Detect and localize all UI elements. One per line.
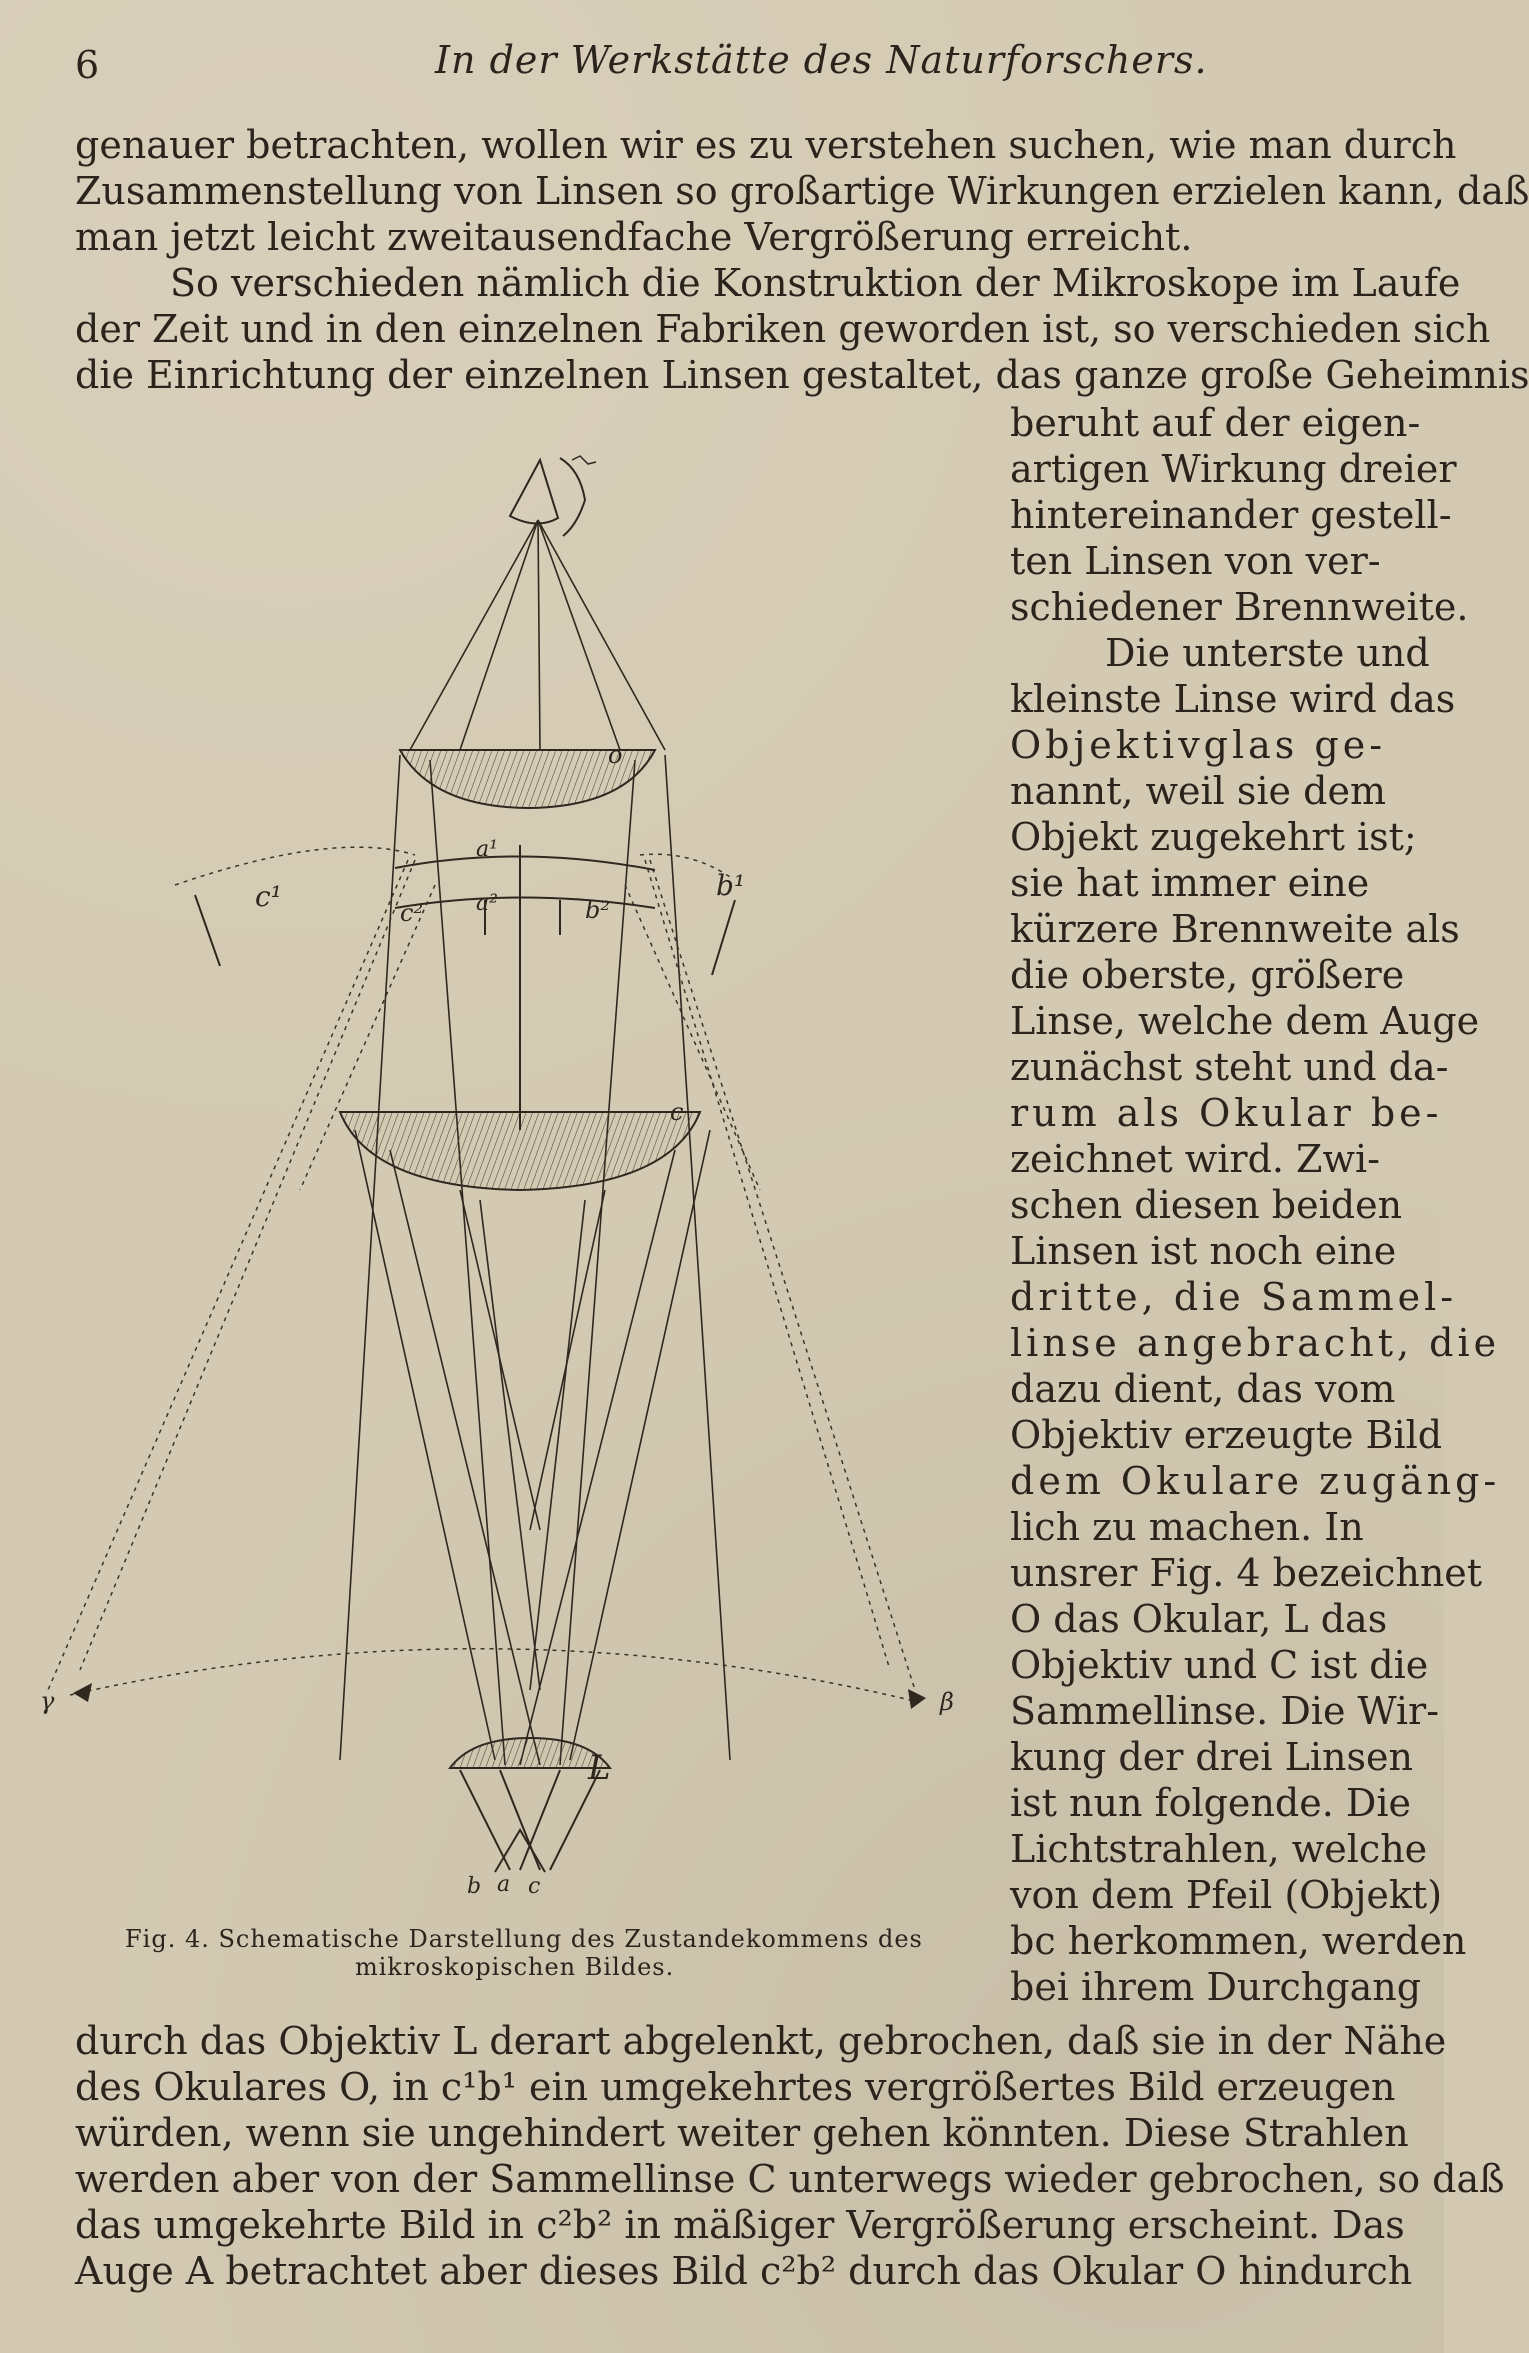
body-line: die Einrichtung der einzelnen Linsen gestaltet, das ganze große Geheimnis — [75, 353, 1529, 397]
label-b2: b² — [585, 896, 610, 924]
body-line: werden aber von der Sammellinse C unterwegs wieder gebrochen, so daß — [75, 2157, 1505, 2201]
right-line: sie hat immer eine — [1010, 861, 1370, 905]
label-L: L — [588, 1748, 611, 1788]
right-line: zeichnet wird. Zwi- — [1010, 1137, 1380, 1181]
label-c-bottom: c — [528, 1874, 541, 1899]
body-line: der Zeit und in den einzelnen Fabriken geworden ist, so verschieden sich — [75, 307, 1491, 351]
right-line: ist nun folgende. Die — [1010, 1781, 1411, 1825]
body-line: Auge A betrachtet aber dieses Bild c²b² durch das Okular O hindurch — [75, 2249, 1413, 2293]
caption-line: Fig. 4. Schematische Darstellung des Zustandekommens des — [125, 1925, 923, 1953]
label-c2: c² — [400, 899, 424, 927]
objective-lens — [450, 1738, 610, 1768]
header-title: In der Werkstätte des Naturforschers. — [435, 38, 1208, 82]
right-line: von dem Pfeil (Objekt) — [1010, 1873, 1443, 1917]
right-line: Objektiv und C ist die — [1010, 1643, 1429, 1687]
body-line: So verschieden nämlich die Konstruktion der Mikroskope im Laufe — [170, 261, 1461, 305]
right-line: Linse, welche dem Auge — [1010, 999, 1480, 1043]
label-a2: a² — [476, 891, 498, 916]
right-line: Objektivglas ge- — [1010, 723, 1387, 767]
right-line: bei ihrem Durchgang — [1010, 1965, 1422, 2009]
right-line: dem Okulare zugäng- — [1010, 1459, 1501, 1503]
label-c: c — [670, 1098, 684, 1126]
label-a-bottom: a — [497, 1872, 511, 1897]
body-line: das umgekehrte Bild in c²b² in mäßiger Vergrößerung erscheint. Das — [75, 2203, 1405, 2247]
right-line: die oberste, größere — [1010, 953, 1405, 997]
dashed-rays — [48, 847, 915, 1700]
right-line: zunächst steht und da- — [1010, 1045, 1449, 1089]
label-b1: b¹ — [716, 869, 746, 902]
figure-caption — [125, 1925, 925, 1981]
label-a1: a¹ — [476, 837, 498, 862]
eye-icon — [510, 456, 596, 536]
right-line: Objekt zugekehrt ist; — [1010, 815, 1417, 859]
label-o: o — [608, 741, 623, 769]
bottom-text-block — [75, 2018, 1505, 2294]
right-line: Objektiv erzeugte Bild — [1010, 1413, 1443, 1457]
right-line: beruht auf der eigen- — [1010, 401, 1421, 445]
top-text-block — [75, 122, 1529, 398]
right-line: kürzere Brennweite als — [1010, 907, 1460, 951]
right-line: dritte, die Sammel- — [1010, 1275, 1458, 1319]
right-line: schen diesen beiden — [1010, 1183, 1403, 1227]
right-line: hintereinander gestell- — [1010, 493, 1452, 537]
body-line: Zusammenstellung von Linsen so großartige Wirkungen erzielen kann, daß — [75, 169, 1529, 213]
body-line: man jetzt leicht zweitausendfache Vergrößerung erreicht. — [75, 215, 1193, 259]
running-head — [75, 28, 1405, 98]
right-line: kung der drei Linsen — [1010, 1735, 1413, 1779]
body-line: des Okulares O, in c¹b¹ ein umgekehrtes vergrößertes Bild erzeugen — [75, 2065, 1396, 2109]
right-line: ten Linsen von ver- — [1010, 539, 1381, 583]
image-planes — [195, 845, 735, 1872]
label-c1: c¹ — [255, 880, 282, 913]
right-line: lich zu machen. In — [1010, 1505, 1364, 1549]
right-line: Die unterste und — [1105, 631, 1430, 675]
label-beta: β — [940, 1688, 954, 1716]
right-line: artigen Wirkung dreier — [1010, 447, 1457, 491]
body-line: genauer betrachten, wollen wir es zu verstehen suchen, wie man durch — [75, 123, 1457, 167]
right-line: rum als Okular be- — [1010, 1091, 1443, 1135]
right-line: bc herkommen, werden — [1010, 1919, 1467, 1963]
right-line: linse angebracht, die — [1010, 1321, 1501, 1365]
right-line: kleinste Linse wird das — [1010, 677, 1456, 721]
right-line: schiedener Brennweite. — [1010, 585, 1469, 629]
body-line: durch das Objektiv L derart abgelenkt, gebrochen, daß sie in der Nähe — [75, 2019, 1447, 2063]
right-line: nannt, weil sie dem — [1010, 769, 1386, 813]
right-line: Lichtstrahlen, welche — [1010, 1827, 1428, 1871]
body-line: würden, wenn sie ungehindert weiter gehen könnten. Diese Strahlen — [75, 2111, 1409, 2155]
page-number: 6 — [75, 43, 101, 87]
right-line: dazu dient, das vom — [1010, 1367, 1396, 1411]
label-b-bottom: b — [467, 1874, 482, 1899]
right-column-text — [1010, 400, 1501, 2010]
label-gamma: γ — [40, 1687, 55, 1715]
microscope-diagram — [40, 430, 960, 1910]
right-line: Linsen ist noch eine — [1010, 1229, 1397, 1273]
caption-line: mikroskopischen Bildes. — [355, 1953, 675, 1981]
figure-4 — [40, 430, 960, 1910]
right-line: unsrer Fig. 4 bezeichnet — [1010, 1551, 1483, 1595]
right-line: Sammellinse. Die Wir- — [1010, 1689, 1440, 1733]
right-line: O das Okular, L das — [1010, 1597, 1388, 1641]
